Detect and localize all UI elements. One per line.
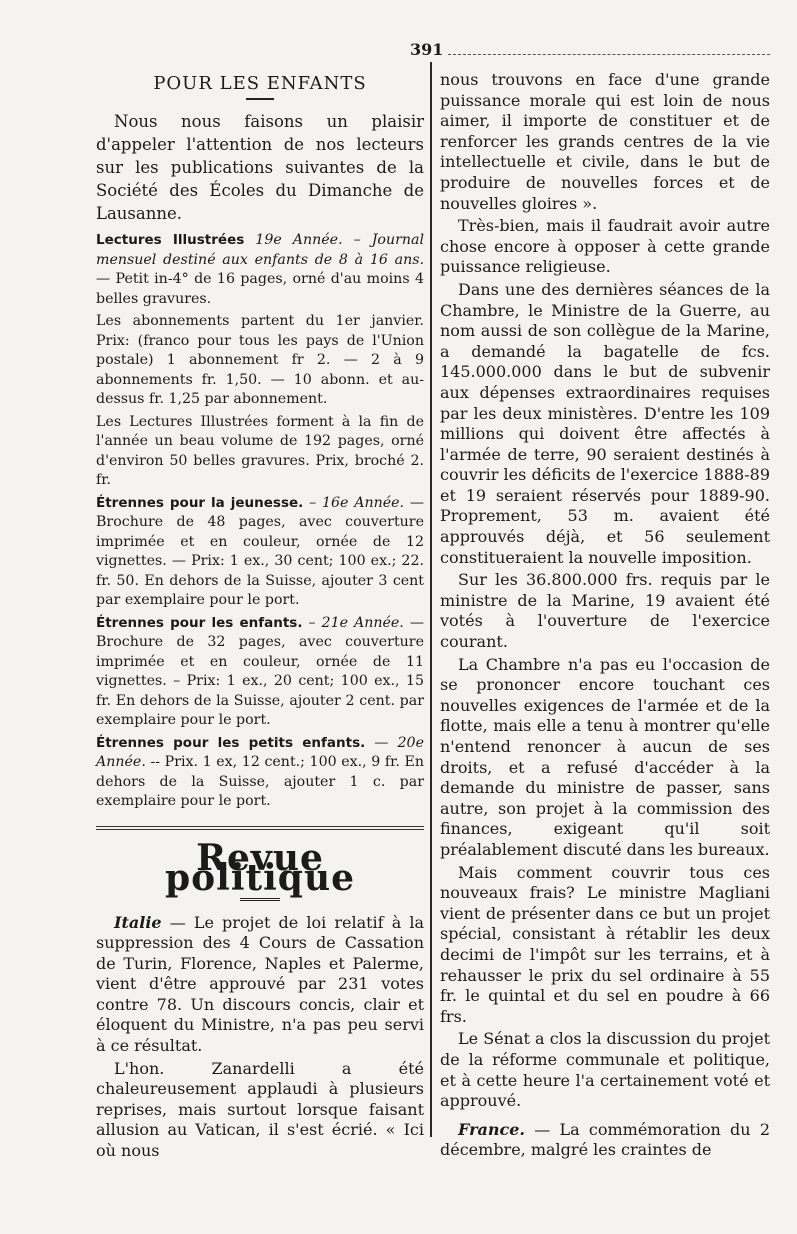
entry-text: — Brochure de 48 pages, avec couverture imprimée et en couleur, ornée de 12 vignettes. — Prix: 1 ex., 30 cent; 100 ex.; 22. fr. 50. En dehors de la Suisse, ajouter 3 cent par exemplaire pour le port. (96, 494, 425, 608)
right-column (440, 70, 770, 1163)
france-paragraph (440, 1120, 770, 1161)
entry-lectures (96, 231, 424, 309)
column-divider (430, 62, 432, 1137)
entry-sub: – 16e Année. (309, 494, 405, 511)
entry-name: Étrennes pour les enfants. (96, 614, 303, 631)
page-header (410, 40, 770, 62)
entry-etrennes-petits (96, 734, 424, 812)
notice-abonnements: Les abonnements partent du 1er janvier. Prix: (franco pour tous les pays de l'Union postale) 1 abonnement fr 2. — 2 à 9 abonnements fr. 1,50. — 10 abonn. et au-dessus fr. 1,25 par abonnement. (96, 313, 424, 407)
paragraph: Très-bien, mais il faudrait avoir autre chose encore à opposer à cette grande puissance religieuse. (440, 216, 770, 277)
country-label: France. (458, 1119, 525, 1139)
notice-volume: Les Lectures Illustrées forment à la fin de l'année un beau volume de 192 pages, orné d'environ 50 belles gravures. Prix, broché 2. fr. (96, 413, 424, 488)
entry-text: — Petit in-4° de 16 pages, orné d'au moins 4 belles gravures. (96, 271, 424, 307)
entry-name: Étrennes pour la jeunesse. (96, 494, 304, 511)
paragraph: nous trouvons en face d'une grande puissance morale qui est loin de nous aimer, il importe de constituer et de renforcer les grands centres de la vie intellectuelle et civile, dans le but de produire de nouvelles forces et de nouvelles gloires ». (440, 70, 770, 213)
header-rule (448, 54, 770, 55)
paragraph: Dans une des dernières séances de la Chambre, le Ministre de la Guerre, au nom aussi de son collègue de la Marine, a demandé la bagatelle de fcs. 145.000.000 dans le but de subvenir aux dépenses extraordinaires requises par les deux ministères. D'entre les 109 millions qui doivent être affectés à l'armée de terre, 90 seraient destinés à couvrir les déficits de l'exercice 1888-89 et 19 seraient réservés pour 1889-90. Proprement, 53 m. avaient été approuvés déjà, et 56 seulement constitueraient la nouvelle imposition. (440, 279, 770, 567)
entry-name: Étrennes pour les petits enfants. (96, 734, 366, 751)
italie-paragraph-2: L'hon. Zanardelli a été chaleureusement applaudi à plusieurs reprises, mais surtout lorsque faisant allusion au Vatican, il s'est écrié. « Ici où nous (96, 1058, 424, 1161)
revue-title: Revue politique (164, 836, 356, 899)
country-label: Italie (114, 912, 162, 932)
france-text: — La commémoration du 2 décembre, malgré les craintes de (440, 1119, 770, 1160)
paragraph: La Chambre n'a pas eu l'occasion de se prononcer encore touchant ces nouvelles exigences de l'armée et de la flotte, mais elle a tenu à montrer qu'elle n'entend renoncer à aucun de ses droits, et a refusé d'accéder à la demande du ministre de passer, sans autre, son projet à la commission des finances, exigeant qu'il soit préalablement discuté dans les bureaux. (440, 654, 770, 859)
paragraph: Sur les 36.800.000 frs. requis par le ministre de la Marine, 19 avaient été votés à l'ouverture de l'exercice courant. (440, 570, 770, 652)
paragraph: Le Sénat a clos la discussion du projet de la réforme communale et politique, et à cette heure l'a certainement voté et approuvé. (440, 1029, 770, 1111)
entry-sub: — 20e Année. (96, 734, 424, 770)
italie-paragraph (96, 913, 424, 1057)
entry-name: Lectures Illustrées (96, 232, 245, 248)
entry-sub: – 21e Année. (308, 614, 404, 631)
page-number: 391 (410, 40, 444, 59)
entry-etrennes-jeunesse (96, 494, 424, 611)
heading-rule (246, 98, 274, 100)
italie-text: — Le projet de loi relatif à la suppression des 4 Cours de Cassation de Turin, Florence, Naples et Palerme, vient d'être approuvé par 231 votes contre 78. Un discours concis, clair et éloquent du Ministre, n'a pas peu servi à ce résultat. (96, 912, 425, 1056)
section-separator (96, 826, 424, 830)
section-heading: POUR LES ENFANTS (153, 73, 367, 94)
paragraph: Mais comment couvrir tous ces nouveaux frais? Le ministre Magliani vient de présenter dans ce but un projet spécial, consistant à rétablir les deux decimi de l'impôt sur les terrains, et à rehausser le prix du sel ordinaire à 55 fr. le quintal et du sel en poudre à 66 frs. (440, 862, 770, 1026)
entry-text: — Brochure de 32 pages, avec couverture imprimée et en couleur, ornée de 11 vignettes. – Prix: 1 ex., 20 cent; 100 ex., 15 fr. En dehors de la Suisse, ajouter 2 cent. par exemplaire pour le port. (96, 614, 424, 728)
entry-sub: 19e Année. – Journal mensuel destiné aux enfants de 8 à 16 ans. (96, 232, 424, 268)
intro-paragraph: Nous nous faisons un plaisir d'appeler l'attention de nos lecteurs sur les publications suivantes de la Société des Écoles du Dimanche de Lausanne. (96, 112, 424, 223)
entry-text: -- Prix. 1 ex, 12 cent.; 100 ex., 9 fr. En dehors de la Suisse, ajouter 1 c. par exemplaire pour le port. (96, 754, 424, 809)
entry-etrennes-enfants (96, 614, 424, 731)
left-column (96, 70, 424, 1164)
